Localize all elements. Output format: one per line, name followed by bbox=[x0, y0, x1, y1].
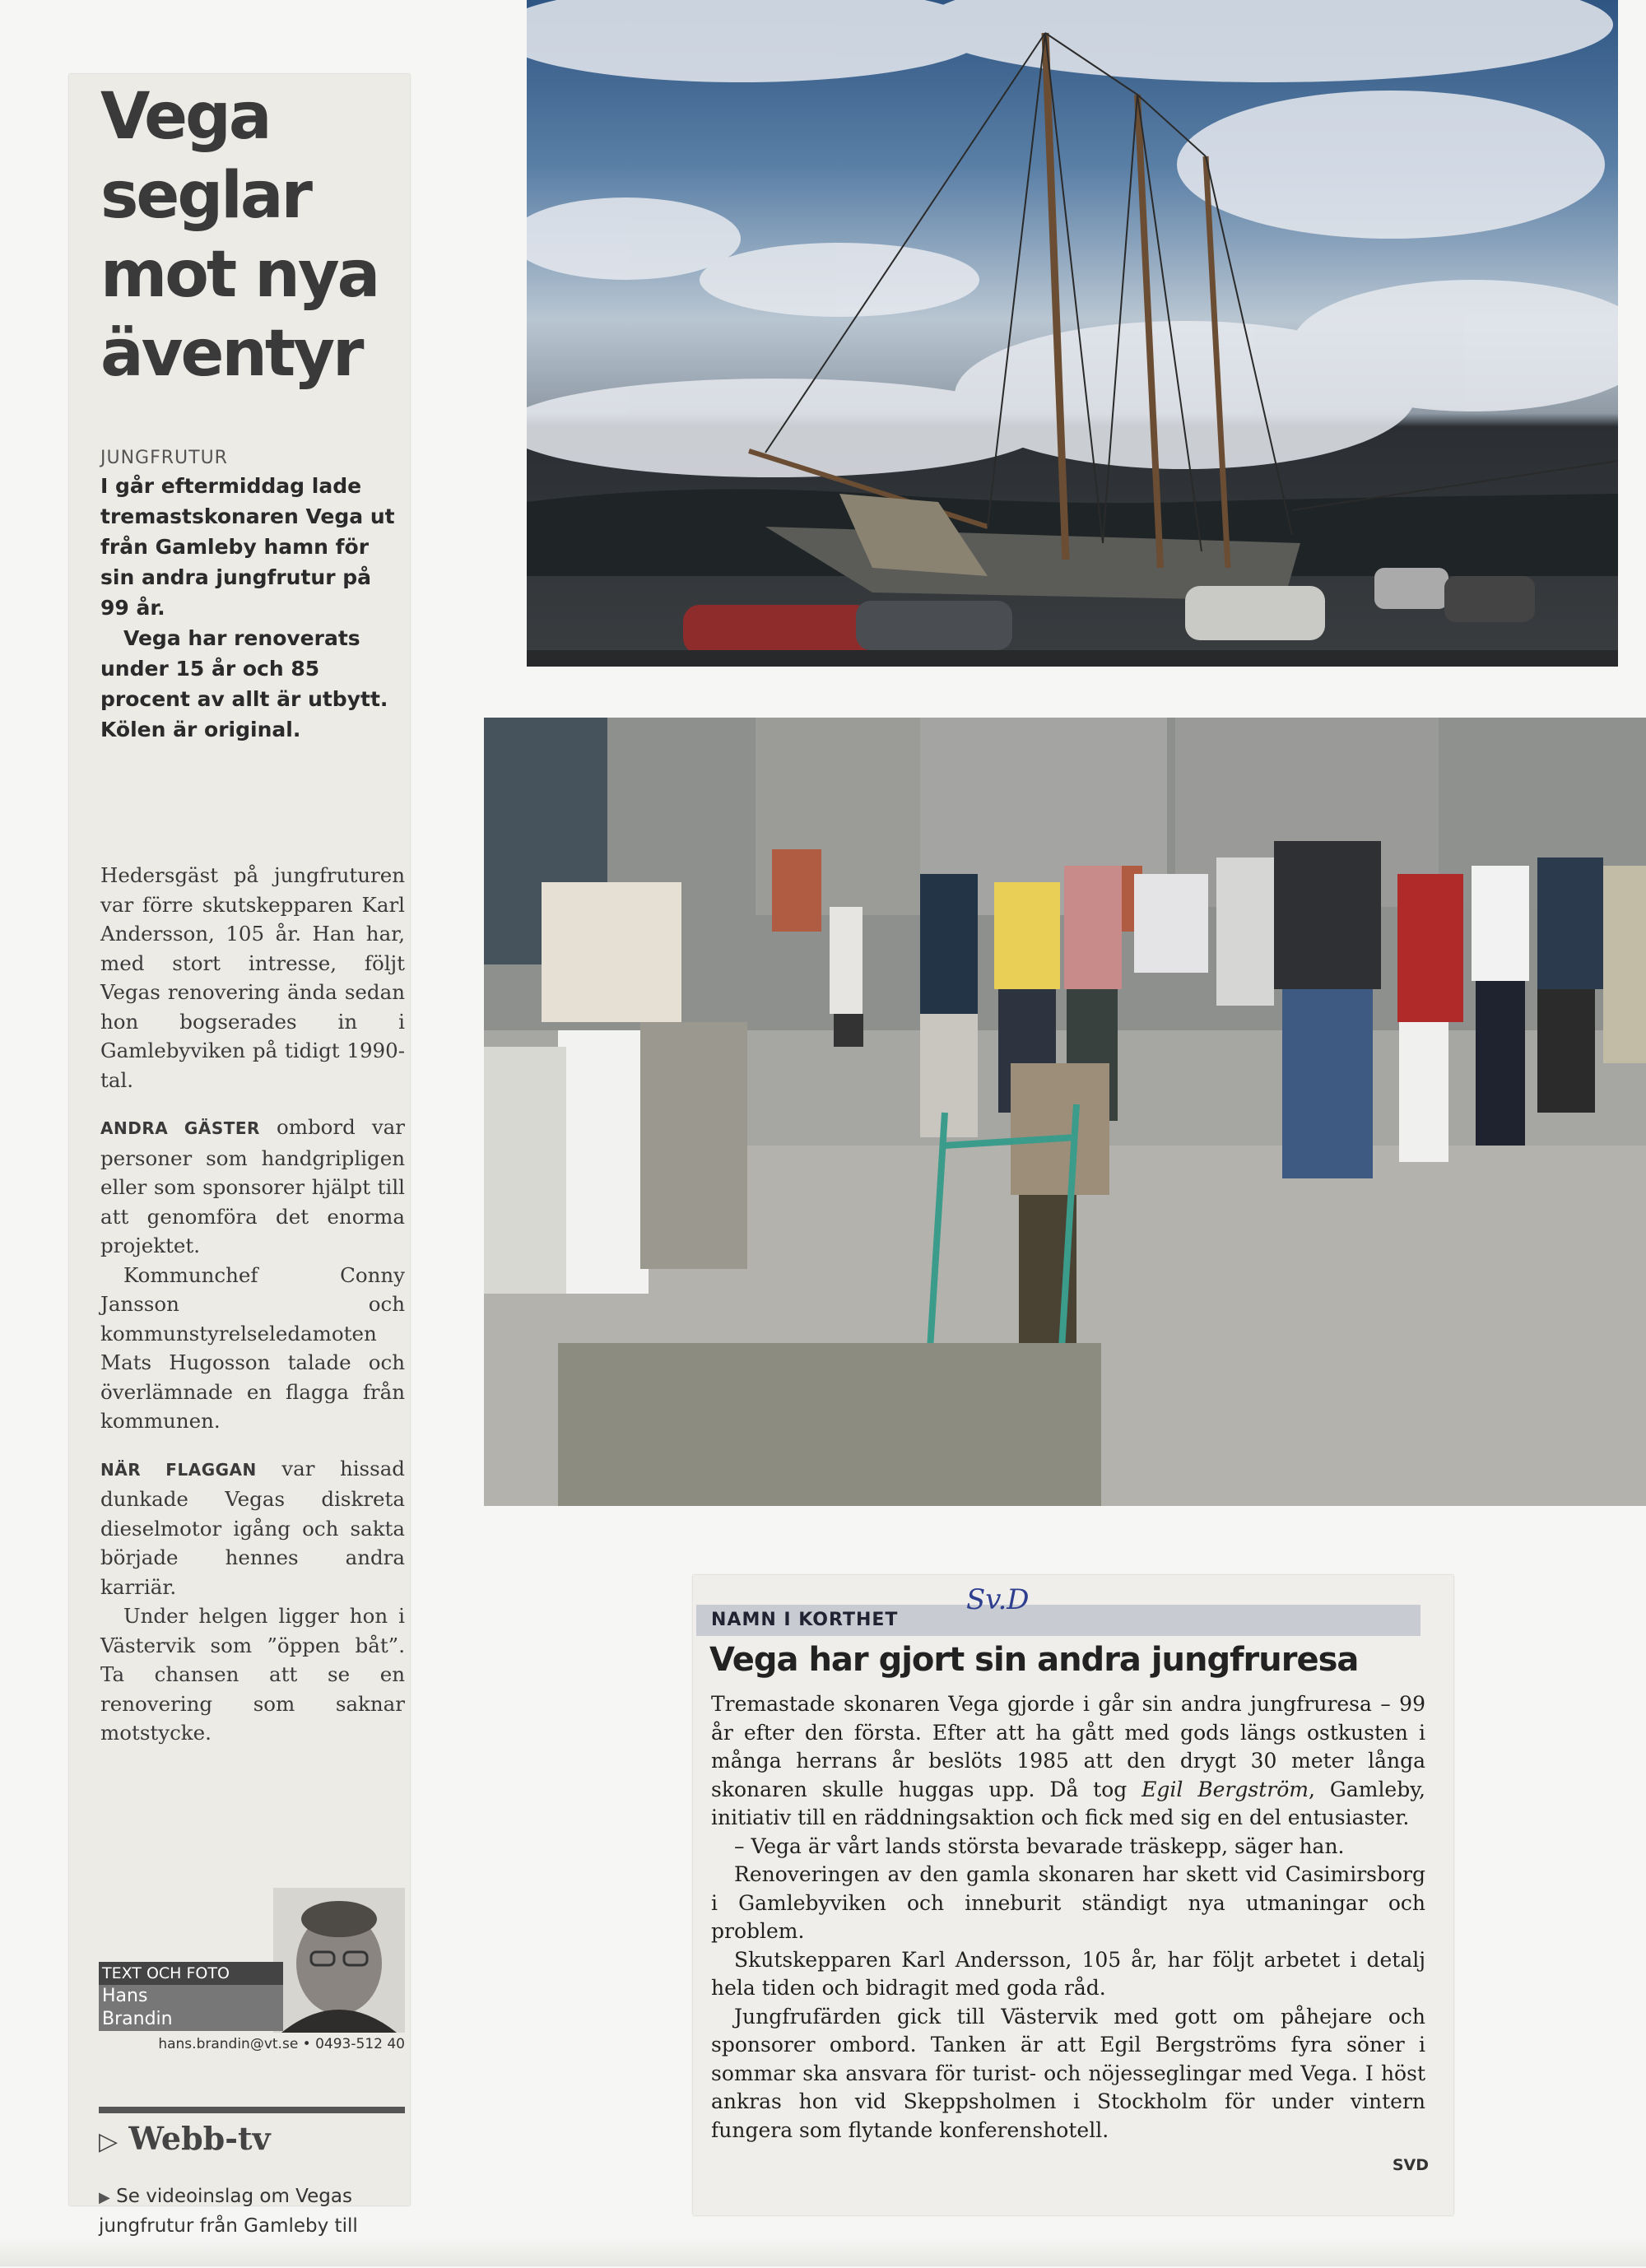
byline-last: Brandin bbox=[102, 2009, 173, 2029]
webbtv-description: Se videoinslag om Vegas jungfrutur från Gamleby till bbox=[99, 2186, 358, 2237]
scan-bottom-edge bbox=[0, 2237, 1646, 2266]
webbtv-heading bbox=[99, 2120, 271, 2157]
webbtv-divider bbox=[99, 2107, 405, 2113]
body-paragraph: Skutskepparen Karl Andersson, 105 år, har följt arbetet i detalj hela tiden och bidragit med goda råd. bbox=[711, 1947, 1425, 2000]
right-newspaper-clipping bbox=[693, 1575, 1453, 2215]
lead-paragraph bbox=[100, 471, 407, 745]
play-circle-icon: ▷ bbox=[99, 2127, 119, 2156]
left-headline: Vega seglar mot nya äventyr bbox=[100, 80, 379, 391]
webbtv-title: Webb-tv bbox=[128, 2120, 271, 2157]
helg-text: Under helgen ligger hon i Västervik som ”öppen båt”. Ta chansen att se en renovering som saknar motstycke. bbox=[100, 1604, 405, 1745]
ship-illustration bbox=[527, 0, 1618, 667]
signature: SVD bbox=[1392, 2156, 1429, 2174]
kicker: JUNGFRUTUR bbox=[100, 448, 228, 468]
people-illustration bbox=[484, 718, 1646, 1506]
byline-first: Hans bbox=[102, 1986, 148, 2006]
body-paragraph bbox=[100, 1113, 405, 1436]
left-body-text bbox=[100, 861, 405, 1766]
flagg-text: var hissad dunkade Vegas diskreta dieselmotor igång och sakta började hennes andra karriär. bbox=[100, 1456, 405, 1599]
author-portrait bbox=[273, 1888, 405, 2033]
section-label: NAMN I KORTHET bbox=[711, 1610, 899, 1630]
p1-text-b: , Gamleby, initiativ till en räddningsaktion och fick med sig en del entusiaster. bbox=[711, 1777, 1425, 1829]
byline-contact: hans.brandin@vt.se • 0493-512 40 bbox=[158, 2036, 405, 2052]
body-paragraph bbox=[711, 1690, 1425, 1833]
p1-text-a: Tremastade skonaren Vega gjorde i går sin andra jungfruresa – 99 år efter den första. Efter att ha gått med gods längs ostkusten i många herrans år beslöts 1985 att den drygt 30 meter långa skonaren skulle huggas upp. Då tog bbox=[711, 1692, 1425, 1801]
left-newspaper-clipping bbox=[69, 74, 410, 2237]
byline-label: TEXT OCH FOTO bbox=[99, 1962, 283, 1985]
subhead-flaggan: NÄR FLAGGAN bbox=[100, 1459, 257, 1480]
byline bbox=[99, 1888, 405, 2052]
subhead-andra: ANDRA GÄSTER bbox=[100, 1118, 260, 1138]
p1-person-name: Egil Bergström bbox=[1142, 1777, 1309, 1801]
andra-text: ombord var personer som handgripligen eller som sponsorer hjälpt till att genomföra det enorma projektet. bbox=[100, 1115, 406, 1257]
ship-photo bbox=[527, 0, 1618, 667]
byline-name bbox=[99, 1985, 283, 2031]
body-paragraph: – Vega är vårt lands största bevarade träskepp, säger han. bbox=[734, 1833, 1345, 1858]
body-paragraph bbox=[100, 1454, 405, 1748]
body-paragraph: Jungfrufärden gick till Västervik med gott om påhejare och sponsorer ombord. Tanken är att Egil Bergströms fyra söner i sommar ska ansvara för turist- och nöjesseglingar med Vega. I höst ankras hon vid Skeppsholmen i Stockholm för under vintern fungera som flytande konferenshotell. bbox=[711, 2004, 1425, 2142]
right-headline: Vega har gjort sin andra jungfruresa bbox=[709, 1641, 1359, 1679]
kommun-text: Kommunchef Conny Jansson och kommunstyrelseledamoten Mats Hugosson talade och överlämnade en flagga från kommunen. bbox=[100, 1262, 405, 1433]
play-triangle-icon: ▶ bbox=[99, 2189, 110, 2206]
body-paragraph: Renoveringen av den gamla skonaren har skett vid Casimirsborg i Gamlebyviken och inneburit ständigt nya utmaningar och problem. bbox=[711, 1862, 1425, 1943]
handwritten-note: Sv.D bbox=[966, 1583, 1030, 1616]
right-body-text bbox=[711, 1690, 1425, 2145]
quayside-people-photo bbox=[484, 718, 1646, 1506]
lead-text-2: Vega har renoverats under 15 år och 85 procent av allt är utbytt. Kölen är original. bbox=[100, 626, 388, 741]
body-paragraph: Hedersgäst på jungfruturen var förre skutskepparen Karl Andersson, 105 år. Han har, med stort intresse, följt Vegas renovering ända sedan hon bogserades in i Gamlebyviken på tidigt 1990-tal. bbox=[100, 863, 405, 1092]
lead-text-1: I går eftermiddag lade tremastskonaren Vega ut från Gamleby hamn för sin andra jungfrutur på 99 år. bbox=[100, 474, 395, 620]
